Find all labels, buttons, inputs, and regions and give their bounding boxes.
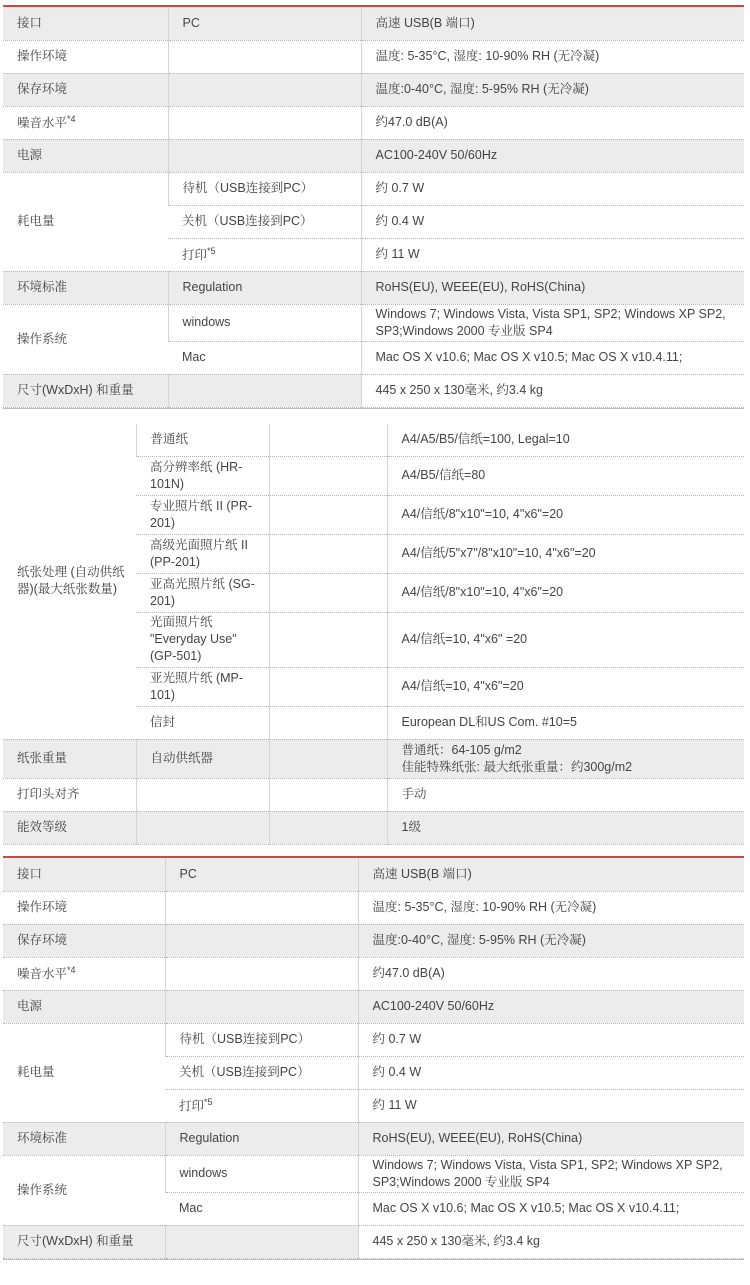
- table-row: [3, 858, 744, 891]
- row-value: RoHS(EU), WEEE(EU), RoHS(China): [358, 1122, 744, 1155]
- paper-type: 高分辨率纸 (HR-101N): [136, 456, 269, 495]
- row-value: 温度:0-40°C, 湿度: 5-95% RH (无冷凝): [358, 924, 744, 957]
- row-label: 尺寸(WxDxH) 和重量: [3, 1225, 165, 1258]
- table-row: [3, 957, 744, 990]
- footnote-number: 5: [207, 1096, 213, 1107]
- row-value: 约47.0 dB(A): [361, 106, 744, 139]
- row-value: 445 x 250 x 130毫米, 约3.4 kg: [358, 1225, 744, 1258]
- row-value: 约 11 W: [358, 1089, 744, 1122]
- paper-type: 信封: [136, 706, 269, 739]
- row-value: 温度:0-40°C, 湿度: 5-95% RH (无冷凝): [361, 73, 744, 106]
- table-row: [3, 1155, 744, 1192]
- footnote-number: 4: [70, 964, 76, 975]
- paper-capacity: A4/B5/信纸=80: [387, 456, 744, 495]
- row-sub: 待机（USB连接到PC）: [168, 172, 361, 205]
- row-label: 环境标准: [3, 1122, 165, 1155]
- row-label: 耗电量: [3, 172, 168, 271]
- row-value: 约 0.4 W: [361, 205, 744, 238]
- row-label: 接口: [3, 7, 168, 40]
- footnote-number: 5: [210, 245, 216, 256]
- paper-type: 专业照片纸 II (PR-201): [136, 495, 269, 534]
- table-row: [3, 7, 744, 40]
- table-row: [3, 424, 744, 456]
- paper-capacity: A4/信纸=10, 4"x6"=20: [387, 667, 744, 706]
- paper-type: 高级光面照片纸 II (PP-201): [136, 534, 269, 573]
- row-label: 操作系统: [3, 1155, 165, 1225]
- row-value: 1级: [387, 811, 744, 844]
- footnote-mark: *: [67, 113, 71, 124]
- table-bottom-rule: [3, 408, 744, 409]
- row-label: 保存环境: [3, 924, 165, 957]
- row-sub: 打印$^{*5}$: [165, 1089, 358, 1122]
- row-value: 温度: 5-35°C, 湿度: 10-90% RH (无冷凝): [358, 891, 744, 924]
- row-label: 保存环境: [3, 73, 168, 106]
- table-row: [3, 304, 744, 341]
- row-label: 纸张重量: [3, 739, 136, 778]
- row-label: 纸张处理 (自动供纸器)(最大纸张数量): [3, 424, 136, 739]
- table-row: [3, 172, 744, 205]
- paper-capacity: A4/A5/B5/信纸=100, Legal=10: [387, 424, 744, 456]
- row-value: 高速 USB(B 端口): [361, 7, 744, 40]
- row-label: 电源: [3, 139, 168, 172]
- row-sub: Regulation: [165, 1122, 358, 1155]
- row-label: 环境标准: [3, 271, 168, 304]
- footnote-mark: *: [204, 1096, 208, 1107]
- row-label: 噪音水平$^{*4}$: [3, 957, 165, 990]
- paper-capacity: A4/信纸/8"x10"=10, 4"x6"=20: [387, 573, 744, 612]
- table-row: [3, 924, 744, 957]
- row-sub: PC: [168, 7, 361, 40]
- paper-type: 亚高光照片纸 (SG-201): [136, 573, 269, 612]
- row-value: AC100-240V 50/60Hz: [361, 139, 744, 172]
- row-label: 操作系统: [3, 304, 168, 374]
- row-sub: PC: [165, 858, 358, 891]
- row-value: 普通纸：64-105 g/m2 佳能特殊纸张: 最大纸张重量：约300g/m2: [387, 739, 744, 778]
- row-sub: 关机（USB连接到PC）: [165, 1056, 358, 1089]
- row-label: 操作环境: [3, 40, 168, 73]
- row-label: 接口: [3, 858, 165, 891]
- footnote-number: 4: [70, 113, 76, 124]
- row-label: 耗电量: [3, 1023, 165, 1122]
- row-sub: Regulation: [168, 271, 361, 304]
- row-label: 操作环境: [3, 891, 165, 924]
- spec-table-bottom: [3, 858, 744, 1259]
- footnote-mark: *: [67, 964, 71, 975]
- table-row: [3, 106, 744, 139]
- row-value: AC100-240V 50/60Hz: [358, 990, 744, 1023]
- row-value: 温度: 5-35°C, 湿度: 10-90% RH (无冷凝): [361, 40, 744, 73]
- paper-table: [3, 424, 744, 845]
- row-value: RoHS(EU), WEEE(EU), RoHS(China): [361, 271, 744, 304]
- table-bottom-rule: [3, 1259, 744, 1260]
- row-value: 约 0.4 W: [358, 1056, 744, 1089]
- table-row: [3, 271, 744, 304]
- row-label: 电源: [3, 990, 165, 1023]
- row-label: 能效等级: [3, 811, 136, 844]
- row-label: 打印头对齐: [3, 778, 136, 811]
- table-row: [3, 778, 744, 811]
- row-sub: 自动供纸器: [136, 739, 269, 778]
- table-row: [3, 139, 744, 172]
- row-value: 高速 USB(B 端口): [358, 858, 744, 891]
- row-sub: windows: [168, 304, 361, 341]
- row-value: 约 0.7 W: [361, 172, 744, 205]
- row-value: 445 x 250 x 130毫米, 约3.4 kg: [361, 374, 744, 407]
- table-row: [3, 811, 744, 844]
- table-row: [3, 374, 744, 407]
- row-sub: 关机（USB连接到PC）: [168, 205, 361, 238]
- row-sub: windows: [165, 1155, 358, 1192]
- row-sub: Mac: [165, 1192, 358, 1225]
- paper-capacity: A4/信纸/5"x7"/8"x10"=10, 4"x6"=20: [387, 534, 744, 573]
- table-row: [3, 1023, 744, 1056]
- row-value: Mac OS X v10.6; Mac OS X v10.5; Mac OS X v10.4.11;: [361, 341, 744, 374]
- paper-type: 普通纸: [136, 424, 269, 456]
- row-label: 尺寸(WxDxH) 和重量: [3, 374, 168, 407]
- row-value: 手动: [387, 778, 744, 811]
- row-value: Windows 7; Windows Vista, Vista SP1, SP2; Windows XP SP2, SP3;Windows 2000 专业版 SP4: [358, 1155, 744, 1192]
- spec-table-top: [3, 7, 744, 408]
- paper-capacity: A4/信纸/8"x10"=10, 4"x6"=20: [387, 495, 744, 534]
- row-sub: Mac: [168, 341, 361, 374]
- table-row: [3, 990, 744, 1023]
- paper-type: 亚光照片纸 (MP-101): [136, 667, 269, 706]
- table-row: [3, 73, 744, 106]
- paper-capacity: A4/信纸=10, 4"x6" =20: [387, 612, 744, 667]
- paper-capacity: European DL和US Com. #10=5: [387, 706, 744, 739]
- row-value: 约47.0 dB(A): [358, 957, 744, 990]
- paper-type: 光面照片纸 "Everyday Use" (GP-501): [136, 612, 269, 667]
- footnote-mark: *: [207, 245, 211, 256]
- table-row: [3, 891, 744, 924]
- row-value: Windows 7; Windows Vista, Vista SP1, SP2; Windows XP SP2, SP3;Windows 2000 专业版 SP4: [361, 304, 744, 341]
- row-value: 约 11 W: [361, 238, 744, 271]
- table-row: [3, 40, 744, 73]
- table-row: [3, 1225, 744, 1258]
- row-sub: 打印$^{*5}$: [168, 238, 361, 271]
- row-label: 噪音水平$^{*4}$: [3, 106, 168, 139]
- table-row: [3, 1122, 744, 1155]
- row-value: 约 0.7 W: [358, 1023, 744, 1056]
- table-row: [3, 739, 744, 778]
- row-value: Mac OS X v10.6; Mac OS X v10.5; Mac OS X v10.4.11;: [358, 1192, 744, 1225]
- row-sub: 待机（USB连接到PC）: [165, 1023, 358, 1056]
